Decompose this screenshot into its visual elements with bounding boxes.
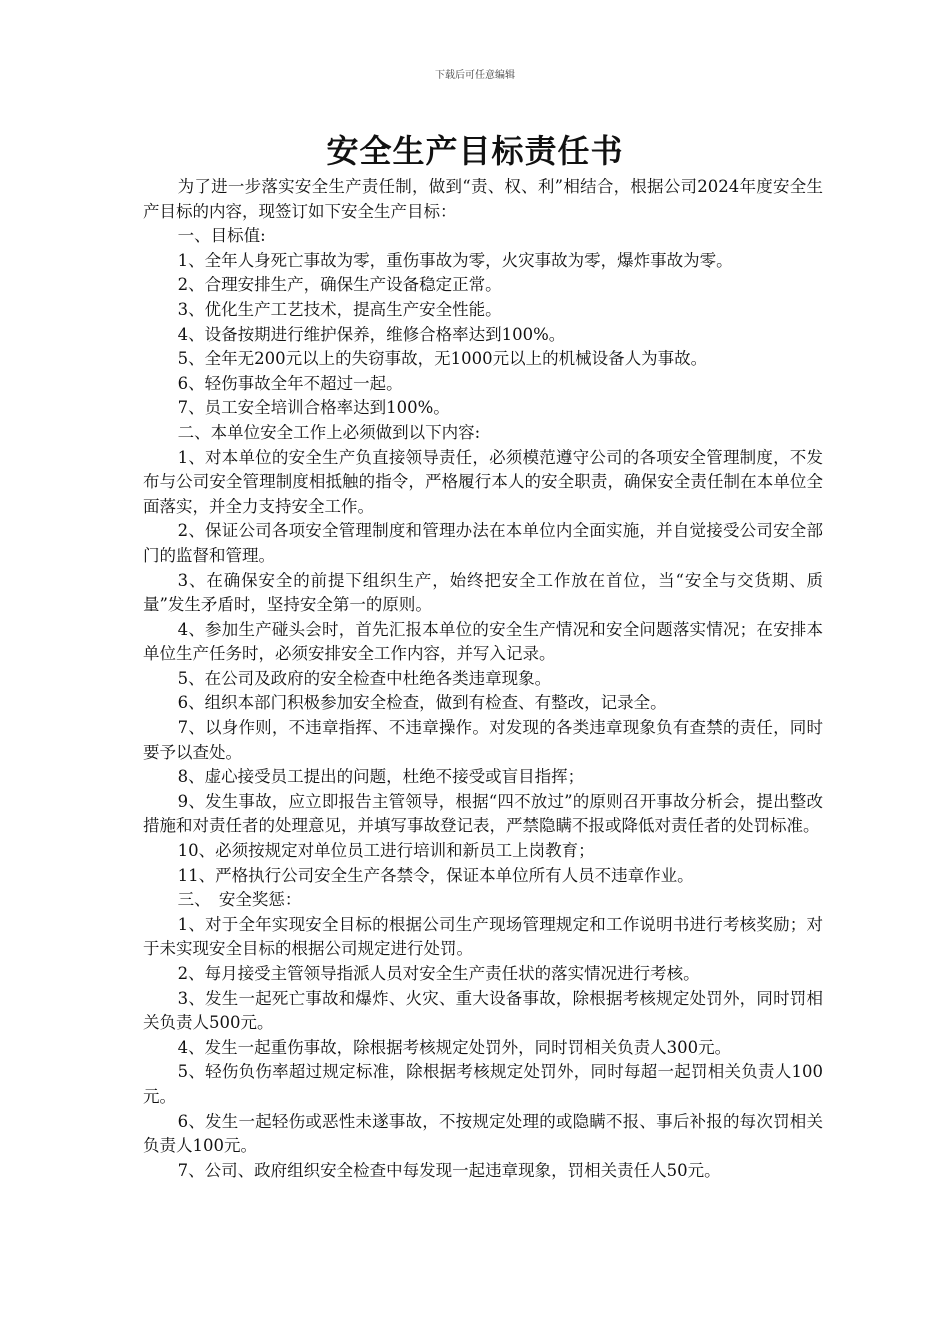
document-title: 安全生产目标责任书 bbox=[326, 132, 624, 170]
reward-item: 6、发生一起轻伤或恶性未遂事故，不按规定处理的或隐瞒不报、事后补报的每次罚相关负责人100元。 bbox=[143, 1111, 823, 1156]
duty-item: 6、组织本部门积极参加安全检查，做到有检查、有整改，记录全。 bbox=[177, 693, 667, 713]
duty-item: 11、严格执行公司安全生产各禁令，保证本单位所有人员不违章作业。 bbox=[177, 865, 694, 885]
target-item: 7、员工安全培训合格率达到100%。 bbox=[177, 398, 450, 418]
duty-item: 10、必须按规定对单位员工进行培训和新员工上岗教育； bbox=[177, 841, 595, 861]
reward-item: 3、发生一起死亡事故和爆炸、火灾、重大设备事故，除根据考核规定处罚外，同时罚相关负责人500元。 bbox=[143, 988, 823, 1033]
section-heading-duties: 二、本单位安全工作上必须做到以下内容: bbox=[177, 422, 481, 442]
target-item: 5、全年无200元以上的失窃事故，无1000元以上的机械设备人为事故。 bbox=[177, 349, 708, 369]
header-note: 下载后可任意编辑 bbox=[435, 70, 515, 81]
reward-item: 4、发生一起重伤事故，除根据考核规定处罚外，同时罚相关负责人300元。 bbox=[177, 1037, 732, 1057]
intro-paragraph: 为了进一步落实安全生产责任制，做到“责、权、利”相结合，根据公司2024年度安全生产目标的内容，现签订如下安全生产目标： bbox=[143, 177, 823, 221]
duty-item: 7、以身作则，不违章指挥、不违章操作。对发现的各类违章现象负有查禁的责任，同时要予以查处。 bbox=[143, 718, 823, 762]
duty-item: 5、在公司及政府的安全检查中杜绝各类违章现象。 bbox=[177, 668, 552, 688]
duty-item: 4、参加生产碰头会时，首先汇报本单位的安全生产情况和安全问题落实情况；在安排本单位生产任务时，必须安排安全工作内容，并写入记录。 bbox=[143, 619, 823, 664]
duty-item: 9、发生事故，应立即报告主管领导，根据“四不放过”的原则召开事故分析会，提出整改措施和对责任者的处理意见，并填写事故登记表，严禁隐瞒不报或降低对责任者的处罚标准。 bbox=[143, 791, 823, 836]
section-heading-targets: 一、目标值: bbox=[177, 226, 266, 246]
target-item: 1、全年人身死亡事故为零，重伤事故为零，火灾事故为零，爆炸事故为零。 bbox=[177, 250, 733, 270]
reward-item: 1、对于全年实现安全目标的根据公司生产现场管理规定和工作说明书进行考核奖励；对于未实现安全目标的根据公司规定进行处罚。 bbox=[143, 914, 823, 959]
duty-item: 2、保证公司各项安全管理制度和管理办法在本单位内全面实施，并自觉接受公司安全部门的监督和管理。 bbox=[143, 521, 823, 565]
target-item: 4、设备按期进行维护保养，维修合格率达到100%。 bbox=[177, 324, 566, 344]
reward-item: 2、每月接受主管领导指派人员对安全生产责任状的落实情况进行考核。 bbox=[177, 964, 700, 983]
target-item: 3、优化生产工艺技术，提高生产安全性能。 bbox=[177, 299, 502, 319]
reward-item: 5、轻伤负伤率超过规定标准，除根据考核规定处罚外，同时每超一起罚相关负责人100元。 bbox=[143, 1062, 823, 1106]
duty-item: 8、虚心接受员工提出的问题，杜绝不接受或盲目指挥； bbox=[177, 767, 585, 787]
reward-item: 7、公司、政府组织安全检查中每发现一起违章现象，罚相关责任人50元。 bbox=[177, 1160, 721, 1180]
target-item: 6、轻伤事故全年不超过一起。 bbox=[177, 373, 403, 393]
target-item: 2、合理安排生产，确保生产设备稳定正常。 bbox=[177, 275, 502, 295]
duty-item: 3、在确保安全的前提下组织生产，始终把安全工作放在首位，当“安全与交货期、质量”发生矛盾时，坚持安全第一的原则。 bbox=[143, 570, 823, 615]
section-heading-rewards: 三、 安全奖惩： bbox=[177, 890, 302, 910]
duty-item: 1、对本单位的安全生产负直接领导责任，必须模范遵守公司的各项安全管理制度，不发布与公司安全管理制度相抵触的指令，严格履行本人的安全职责，确保安全责任制在本单位全面落实，并全力支持安全工作。 bbox=[143, 447, 823, 516]
document-body bbox=[143, 175, 823, 1183]
